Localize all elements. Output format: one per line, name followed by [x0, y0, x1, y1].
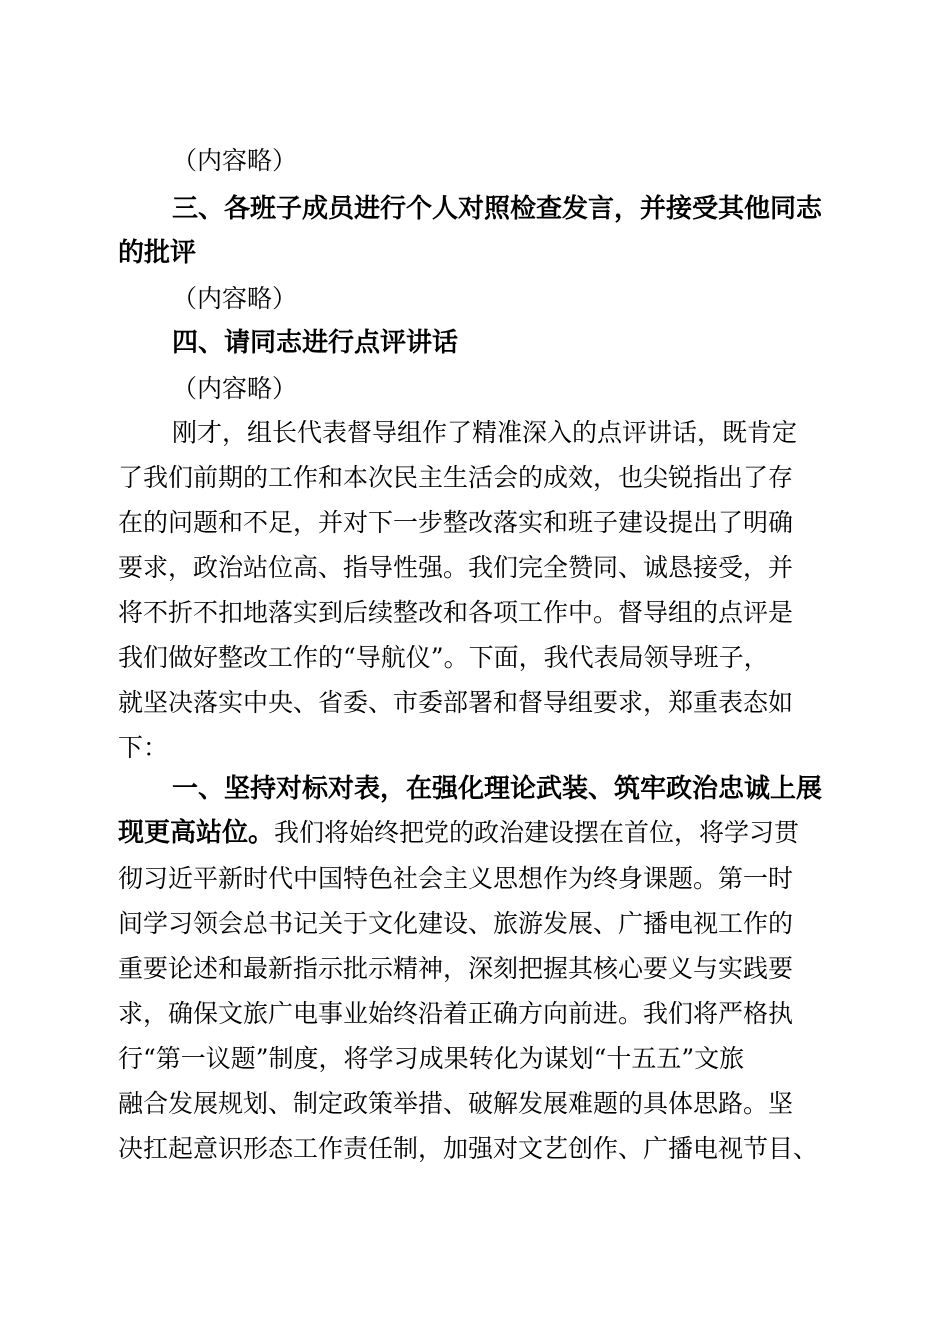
paragraph-2-line: 间学习领会总书记关于文化建设、旅游发展、广播电视工作的	[118, 909, 794, 938]
omitted-note-3: （内容略）	[172, 374, 298, 403]
section-heading-4: 四、请同志进行点评讲话	[172, 328, 459, 358]
paragraph-1-line: 在的问题和不足，并对下一步整改落实和班子建设提出了明确	[118, 508, 794, 537]
omitted-note-1: （内容略）	[172, 146, 298, 175]
omitted-note-2: （内容略）	[172, 284, 298, 313]
paragraph-2-line: 行“第一议题”制度，将学习成果转化为谋划“十五五”文旅	[118, 1044, 745, 1073]
paragraph-2-line: 融合发展规划、制定政策举措、破解发展难题的具体思路。坚	[118, 1089, 794, 1118]
paragraph-1-line: 下：	[118, 733, 169, 762]
paragraph-2-line: 求，确保文旅广电事业始终沿着正确方向前进。我们将严格执	[118, 999, 794, 1028]
section-heading-3-line-2: 的批评	[118, 238, 197, 268]
paragraph-2-lead-line-1: 一、坚持对标对表，在强化理论武装、筑牢政治忠诚上展	[172, 774, 823, 804]
paragraph-1-line: 将不折不扣地落实到后续整改和各项工作中。督导组的点评是	[118, 598, 794, 627]
paragraph-2-line-2	[118, 818, 799, 848]
paragraph-1-line: 了我们前期的工作和本次民主生活会的成效，也尖锐指出了存	[118, 463, 794, 492]
paragraph-1-line: 要求，政治站位高、指导性强。我们完全赞同、诚恳接受，并	[118, 553, 794, 582]
paragraph-2-lead-line-2: 现更高站位。	[118, 818, 275, 848]
paragraph-1-line: 就坚决落实中央、省委、市委部署和督导组要求，郑重表态如	[118, 688, 794, 717]
paragraph-1-line: 我们做好整改工作的“导航仪”。下面，我代表局领导班子，	[118, 643, 769, 672]
paragraph-2-line: 彻习近平新时代中国特色社会主义思想作为终身课题。第一时	[118, 864, 794, 893]
paragraph-2-line-2-rest: 我们将始终把党的政治建设摆在首位，将学习贯	[274, 818, 800, 847]
paragraph-2-line: 决扛起意识形态工作责任制，加强对文艺创作、广播电视节目、	[118, 1134, 819, 1163]
paragraph-2-line: 重要论述和最新指示批示精神，深刻把握其核心要义与实践要	[118, 954, 794, 983]
section-heading-3-line-1: 三、各班子成员进行个人对照检查发言，并接受其他同志	[172, 194, 823, 224]
paragraph-1-line: 刚才，组长代表督导组作了精准深入的点评讲话，既肯定	[172, 418, 798, 447]
